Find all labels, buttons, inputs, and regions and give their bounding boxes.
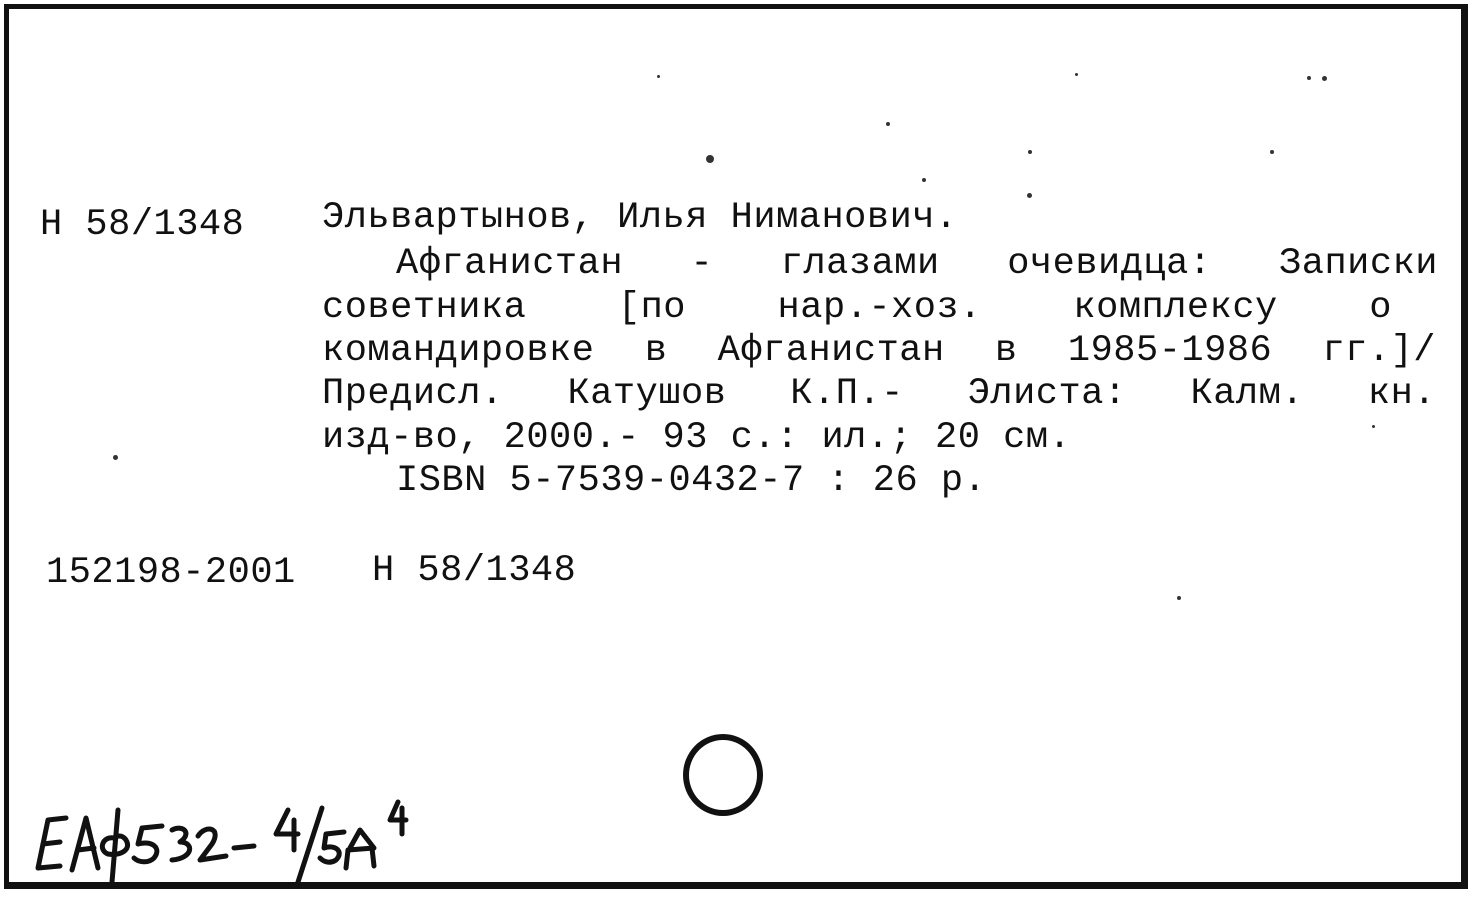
- description-line-5: изд-во, 2000.- 93 с.: ил.; 20 см.: [322, 417, 1072, 459]
- accession-number: 152198-2001: [46, 552, 296, 594]
- isbn-line: ISBN 5-7539-0432-7 : 26 р.: [396, 460, 987, 502]
- handwritten-note-signature: [26, 790, 566, 890]
- shelfmark-repeat: Н 58/1348: [372, 550, 577, 592]
- description-line-2: советника [по нар.-хоз. комплексу о: [322, 287, 1392, 329]
- author-heading: Эльвартынов, Илья Ниманович.: [322, 197, 958, 239]
- shelfmark: Н 58/1348: [40, 204, 245, 246]
- punch-hole: [683, 734, 763, 816]
- description-line-3: командировке в Афганистан в 1985-1986 гг.]/: [322, 330, 1436, 372]
- description-line-4: Предисл. Катушов К.П.- Элиста: Калм. кн.: [322, 373, 1436, 415]
- description-line-1: Афганистан - глазами очевидца: Записки: [396, 243, 1438, 285]
